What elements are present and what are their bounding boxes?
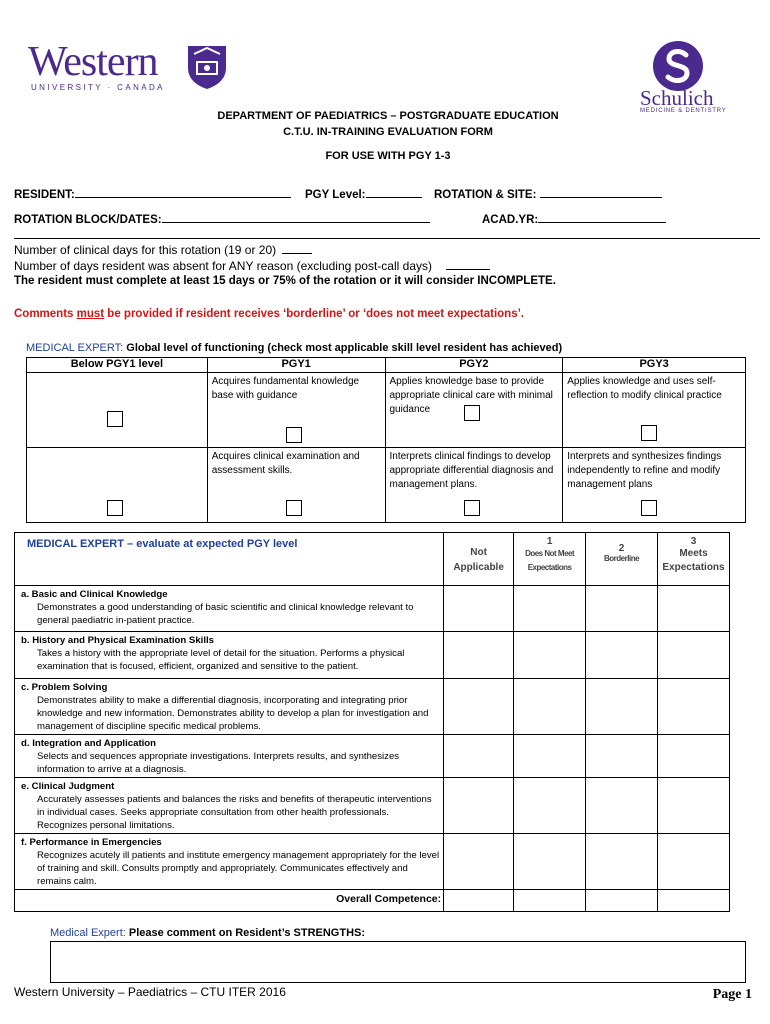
rating-cell-1[interactable] [514,735,586,778]
overall-cell-na[interactable] [444,890,514,912]
global-cell [27,448,208,523]
rating-cell-3[interactable] [657,632,729,679]
global-cell [207,448,385,523]
checkbox-pgy1-row1[interactable] [286,427,302,443]
comments-warning [14,308,524,320]
overall-cell-2[interactable] [586,890,658,912]
not-applicable-label: Not Applicable [453,547,504,573]
criterion-title: a. Basic and Clinical Knowledge [21,589,168,600]
does-not-meet-label: Does Not Meet Expectations [525,549,575,572]
rating-cell-1[interactable] [514,586,586,632]
comments-warning-pre: Comments [14,308,77,320]
overall-competence-label: Overall Competence: [336,893,442,905]
form-title-evaluation: C.T.U. IN-TRAINING EVALUATION FORM [283,126,493,138]
acad-yr-field[interactable] [482,212,666,226]
separator-line [14,238,760,239]
rotation-site-field[interactable] [434,187,662,201]
completion-requirement: The resident must complete at least 15 days or 75% of the rotation or it will consider INCOMPLETE. [14,275,556,287]
criterion-title: c. Problem Solving [21,682,108,693]
form-title-department: DEPARTMENT OF PAEDIATRICS – POSTGRADUATE EDUCATION [217,110,559,122]
rotation-block-label: ROTATION BLOCK/DATES: [14,214,162,226]
criterion-row [15,679,444,735]
col-not-applicable [444,533,514,586]
rating-cell-2[interactable] [586,632,658,679]
footer-page-number: Page 1 [712,987,752,1002]
rating-cell-1[interactable] [514,778,586,834]
checkbox-below-pgy1-row1[interactable] [107,411,123,427]
comments-warning-must: must [76,308,105,320]
western-logo [28,39,165,92]
evaluation-table [14,532,730,912]
meets-number: 3 [690,536,697,547]
criterion-desc: Demonstrates ability to make a differential diagnosis, incorporating and integrating prior knowledge and new information. Demonstrates ability to develop a plan for investigation and management of discipline specific medical problems. [37,695,429,732]
criterion-desc: Recognizes acutely ill patients and institute emergency management appropriately for the level of training and skill. Consults promptly and appropriately. Communicates effectively and remains calm. [37,850,440,887]
rating-cell-na[interactable] [444,586,514,632]
checkbox-pgy2-row1[interactable] [464,405,480,421]
resident-line[interactable] [75,187,291,198]
comments-warning-post: be provided if resident receives ‘borderline’ or ‘does not meet expectations’. [104,308,524,320]
col-pgy3: PGY3 [563,358,746,373]
overall-competence-cell [15,890,444,912]
strengths-comment-box[interactable] [50,941,746,983]
global-cell [385,373,563,448]
rating-cell-2[interactable] [586,679,658,735]
criterion-title: f. Performance in Emergencies [21,837,162,848]
strengths-label-rest: Please comment on Resident’s STRENGTHS: [125,927,366,939]
rating-cell-3[interactable] [657,735,729,778]
global-desc: Interprets clinical findings to develop appropriate differential diagnosis and management plans. [389,451,554,490]
acad-yr-label: ACAD.YR: [482,214,539,226]
checkbox-pgy3-row1[interactable] [641,425,657,441]
col-borderline [586,533,658,586]
global-cell [385,448,563,523]
rotation-site-label: ROTATION & SITE: [434,189,537,201]
checkbox-pgy3-row2[interactable] [641,500,657,516]
clinical-days-text: Number of clinical days for this rotation (19 or 20) [14,243,277,257]
rating-cell-na[interactable] [444,778,514,834]
rating-cell-1[interactable] [514,632,586,679]
does-not-meet-number: 1 [546,536,553,547]
global-heading [26,342,562,354]
global-heading-blue: MEDICAL EXPERT: [26,342,124,354]
global-heading-rest: Global level of functioning (check most applicable skill level resident has achieved) [123,342,563,354]
meets-label: Meets Expectations [662,548,725,573]
criterion-desc: Selects and sequences appropriate investigations. Interprets results, and synthesizes information to arrive at a diagnosis. [37,751,400,775]
criterion-title: e. Clinical Judgment [21,781,115,792]
criterion-title: b. History and Physical Examination Skills [21,635,215,646]
col-pgy1: PGY1 [207,358,385,373]
checkbox-pgy2-row2[interactable] [464,500,480,516]
form-title-pgy: FOR USE WITH PGY 1-3 [325,150,451,162]
resident-label: RESIDENT: [14,189,75,201]
global-desc: Interprets and synthesizes findings independently to refine and modify management plans [567,451,722,490]
global-cell [563,448,746,523]
rating-cell-3[interactable] [657,586,729,632]
evaluation-heading-cell [15,533,444,586]
western-logo-text: Western [28,39,158,85]
criterion-desc: Accurately assesses patients and balances the risks and benefits of therapeutic interventions in individual cases. Seeks appropriate consultation from other health professionals. Recognizes personal limitations. [37,794,432,831]
rotation-block-field[interactable] [14,212,430,226]
criterion-desc: Demonstrates a good understanding of basic scientific and clinical knowledge relevant to general paediatric in-patient practice. [37,602,414,626]
schulich-s-icon [652,40,704,92]
criterion-row [15,586,444,632]
rotation-block-line[interactable] [162,212,430,223]
absent-days-line[interactable] [14,259,490,273]
western-crest-icon [186,44,228,90]
rating-cell-na[interactable] [444,735,514,778]
footer-left: Western University – Paediatrics – CTU ITER 2016 [14,985,286,999]
global-cell [563,373,746,448]
rating-cell-3[interactable] [657,834,729,890]
col-pgy2: PGY2 [385,358,563,373]
criterion-desc: Takes a history with the appropriate level of detail for the situation. Performs a physical examination that is focused, efficient, organized and sensitive to the patient. [37,648,405,672]
absent-days-blank[interactable] [446,259,490,270]
clinical-days-blank[interactable] [282,243,312,254]
rating-cell-2[interactable] [586,586,658,632]
col-below-pgy1: Below PGY1 level [27,358,208,373]
global-level-table [26,357,746,523]
rating-cell-1[interactable] [514,834,586,890]
clinical-days-line[interactable] [14,243,312,257]
col-does-not-meet [514,533,586,586]
criterion-row [15,735,444,778]
checkbox-pgy1-row2[interactable] [286,500,302,516]
borderline-number: 2 [618,543,625,554]
borderline-label: Borderline [604,554,640,563]
col-meets [657,533,729,586]
global-desc: Applies knowledge base to provide appropriate clinical care with minimal guidance [389,376,553,415]
rating-cell-na[interactable] [444,834,514,890]
criterion-row [15,834,444,890]
absent-days-text: Number of days resident was absent for ANY reason (excluding post-call days) [14,259,432,273]
pgy-level-label: PGY Level: [305,189,366,201]
criterion-row [15,778,444,834]
criterion-row [15,632,444,679]
global-desc: Acquires fundamental knowledge base with guidance [211,376,360,401]
acad-yr-line[interactable] [538,212,666,223]
overall-cell-3[interactable] [657,890,729,912]
global-cell [207,373,385,448]
western-logo-subtitle: UNIVERSITY · CANADA [31,83,165,92]
rating-cell-2[interactable] [586,778,658,834]
pgy-level-line[interactable] [366,187,422,198]
schulich-logo-subtitle: MEDICINE & DENTISTRY [640,108,727,114]
resident-field[interactable] [14,187,291,201]
criterion-title: d. Integration and Application [21,738,157,749]
rating-cell-na[interactable] [444,679,514,735]
rating-cell-na[interactable] [444,632,514,679]
pgy-level-field[interactable] [305,187,422,201]
strengths-label-blue: Medical Expert: [50,927,126,939]
checkbox-below-pgy1-row2[interactable] [107,500,123,516]
evaluation-heading: MEDICAL EXPERT – evaluate at expected PGY level [27,538,298,550]
global-desc: Applies knowledge and uses self-reflection to modify clinical practice [567,376,722,401]
global-desc: Acquires clinical examination and assessment skills. [211,451,360,476]
rating-cell-2[interactable] [586,834,658,890]
rotation-site-line[interactable] [540,187,662,198]
global-cell [27,373,208,448]
overall-cell-1[interactable] [514,890,586,912]
rating-cell-3[interactable] [657,679,729,735]
schulich-logo-text: Schulich [640,86,714,110]
rating-cell-1[interactable] [514,679,586,735]
rating-cell-2[interactable] [586,735,658,778]
strengths-label [50,927,365,939]
rating-cell-3[interactable] [657,778,729,834]
